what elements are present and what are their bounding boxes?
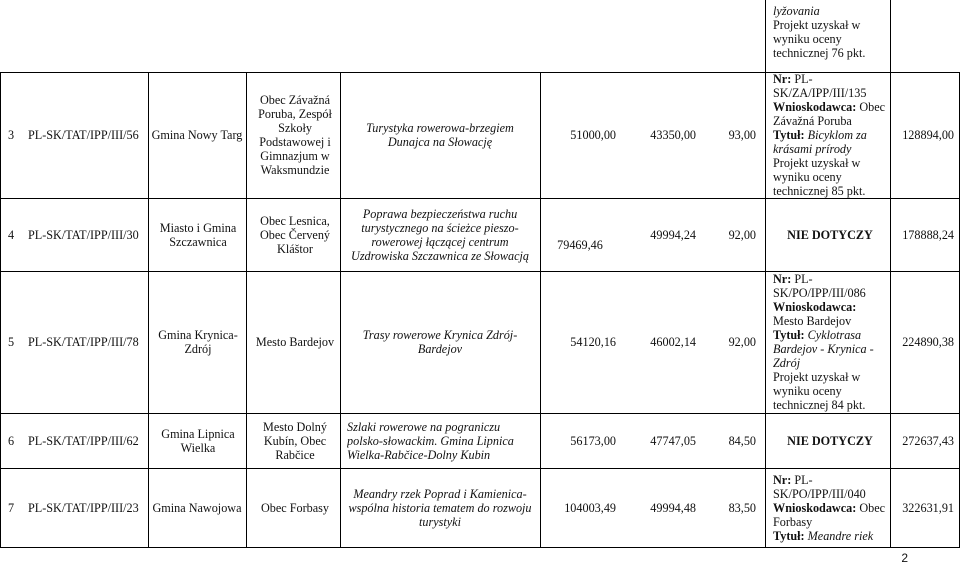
partner: Obec Forbasy <box>260 500 330 515</box>
cumulative-sum: 178888,24 <box>902 227 954 242</box>
grid-line <box>340 72 341 548</box>
top-remark-line: Projekt uzyskał w <box>773 18 861 32</box>
row-number: 7 <box>8 500 15 515</box>
remarks-applicant-label: Wnioskodawca: <box>773 100 857 114</box>
project-title: Meandry rzek Poprad i Kamienica- wspólna historia tematem do rozwoju turystyki <box>348 486 532 529</box>
remarks-applicant-label: Wnioskodawca: <box>773 500 857 515</box>
remarks-title-value: Cyklotrasa Bardejov - Krynica - Zdrój <box>773 328 874 370</box>
cumulative-sum: 272637,43 <box>902 433 954 448</box>
total-cost: 54120,16 <box>570 335 616 349</box>
cumulative-sum: 128894,00 <box>902 128 954 142</box>
project-title: Turystyka rowerowa-brzegiem Dunajca na Słowację <box>366 121 514 149</box>
percent: 83,50 <box>728 500 756 515</box>
applicant: Miasto i Gmina Szczawnica <box>159 220 237 249</box>
grant-amount: 49994,24 <box>650 227 696 242</box>
total-cost: 51000,00 <box>570 128 616 142</box>
remarks-title-label: Tytuł: <box>773 528 805 543</box>
remarks-nr-value: PL-SK/PO/IPP/III/086 <box>773 272 866 300</box>
applicant: Gmina Lipnica Wielka <box>161 426 235 455</box>
project-code: PL-SK/TAT/IPP/III/56 <box>28 128 139 142</box>
grant-amount: 47747,05 <box>650 433 696 448</box>
top-remark <box>773 4 888 70</box>
project-code: PL-SK/TAT/IPP/III/78 <box>28 335 139 349</box>
project-code: PL-SK/TAT/IPP/III/62 <box>28 433 139 448</box>
applicant: Gmina Nawojowa <box>152 500 242 515</box>
row-number: 4 <box>8 227 15 242</box>
grant-amount: 43350,00 <box>650 128 696 142</box>
remarks-title-value: Meandre riek <box>807 528 874 543</box>
remarks-nr-value: PL-SK/PO/IPP/III/040 <box>773 472 866 501</box>
remarks-applicant-value: Mesto Bardejov <box>773 314 852 328</box>
applicant: Gmina Krynica-Zdrój <box>158 328 238 356</box>
remarks-title-label: Tytuł: <box>773 128 805 142</box>
remarks <box>773 271 889 413</box>
remarks-applicant-value: Obec Závažná Poruba <box>773 100 886 128</box>
grid-line <box>0 547 960 548</box>
row-number: 6 <box>8 433 15 448</box>
grid-line <box>890 0 891 72</box>
row-number: 5 <box>8 335 15 349</box>
project-title: Trasy rowerowe Krynica Zdrój-Bardejov <box>362 328 518 356</box>
grid-line <box>765 72 766 548</box>
remarks-title-value: Bicyklom za krásami prírody <box>773 128 867 156</box>
page-number: 2 <box>901 551 908 565</box>
grant-amount: 46002,14 <box>650 335 696 349</box>
remarks-nr-label: Nr: <box>773 272 792 286</box>
remarks-score: Projekt uzyskał w wyniku oceny technicznej 85 pkt. <box>773 156 866 198</box>
grid-line <box>0 72 1 548</box>
remarks-nr-value: PL-SK/ZA/IPP/III/135 <box>773 72 867 100</box>
partner: Obec Lesnica, Obec Červený Kláštor <box>259 213 331 256</box>
top-remark-line: lyžovania <box>773 4 820 18</box>
remarks-applicant-label: Wnioskodawca: <box>773 300 857 314</box>
remarks-title-label: Tytuł: <box>773 328 805 342</box>
partner: Mesto Dolný Kubín, Obec Rabčice <box>263 419 327 462</box>
top-remark-line: technicznej 76 pkt. <box>773 46 866 60</box>
project-code: PL-SK/TAT/IPP/III/23 <box>28 500 139 515</box>
row-number: 3 <box>8 128 15 142</box>
percent: 84,50 <box>728 433 756 448</box>
grid-line <box>246 72 247 548</box>
grid-line <box>765 0 766 72</box>
total-cost: 56173,00 <box>570 433 616 448</box>
remarks-score: Projekt uzyskał w wyniku oceny technicznej 84 pkt. <box>773 370 866 412</box>
top-remark-line: wyniku oceny <box>773 32 842 46</box>
remarks <box>773 468 889 547</box>
percent: 93,00 <box>728 128 756 142</box>
partner: Mesto Bardejov <box>255 335 335 349</box>
project-code: PL-SK/TAT/IPP/III/30 <box>28 227 139 242</box>
remarks-nr-label: Nr: <box>773 472 792 487</box>
remarks <box>773 72 889 198</box>
remarks-not-applicable: NIE DOTYCZY <box>787 433 873 448</box>
project-title: Szlaki rowerowe na pograniczu polsko-słowackim. Gmina Lipnica Wielka-Rabčice-Dolny Kubin <box>347 419 514 462</box>
partner: Obec Závažná Poruba, Zespół Szkoły Podstawowej i Gimnazjum w Waksmundzie <box>258 93 332 177</box>
percent: 92,00 <box>728 335 756 349</box>
grant-amount: 49994,48 <box>650 500 696 515</box>
total-cost: 79469,46 <box>557 238 603 252</box>
remarks-nr-label: Nr: <box>773 72 792 86</box>
cumulative-sum: 224890,38 <box>902 335 954 349</box>
project-title: Poprawa bezpieczeństwa ruchu turystycznego na ścieżce pieszo-rowerowej łączącej centrum Uzdrowiska Szczawnica ze Słowacją <box>351 206 529 263</box>
cumulative-sum: 322631,91 <box>902 500 954 515</box>
applicant: Gmina Nowy Targ <box>151 128 243 142</box>
total-cost: 104003,49 <box>564 500 616 515</box>
remarks-not-applicable: NIE DOTYCZY <box>787 227 873 242</box>
percent: 92,00 <box>728 227 756 242</box>
remarks-applicant-value: Obec Forbasy <box>773 500 886 529</box>
